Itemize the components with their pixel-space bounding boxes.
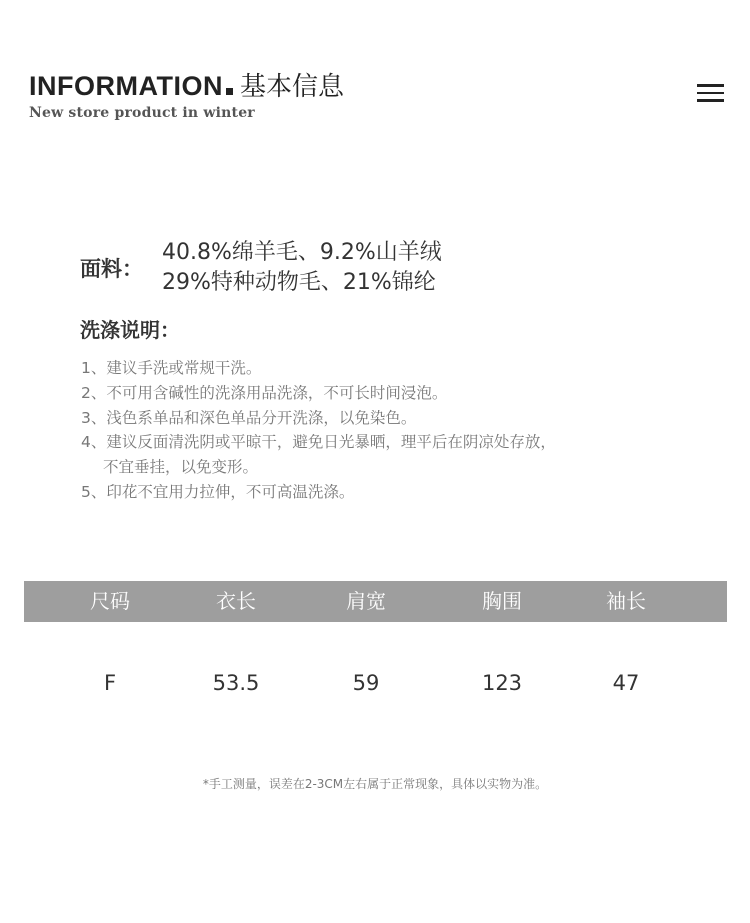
header-cell-size: 尺码 bbox=[90, 589, 130, 613]
hamburger-menu-icon[interactable] bbox=[697, 84, 724, 102]
wash-item: 5、印花不宜用力拉伸，不可高温洗涤。 bbox=[81, 482, 355, 501]
menu-bar-bottom bbox=[697, 99, 724, 102]
table-cell-shoulder: 59 bbox=[352, 671, 380, 695]
header-cell-sleeve: 袖长 bbox=[606, 589, 646, 613]
size-table-header bbox=[24, 581, 727, 622]
fabric-line-1: 40.8%绵羊毛、9.2%山羊绒 bbox=[162, 240, 442, 265]
wash-item: 3、浅色系单品和深色单品分开洗涤，以免染色。 bbox=[81, 408, 417, 427]
title-row bbox=[29, 66, 344, 103]
table-cell-size: F bbox=[103, 671, 117, 695]
measurement-note: *手工测量，误差在2-3CM左右属于正常现象，具体以实物为准。 bbox=[202, 777, 548, 791]
fabric-section bbox=[80, 238, 442, 298]
header-cell-length: 衣长 bbox=[216, 589, 256, 613]
wash-item: 1、建议手洗或常规干洗。 bbox=[81, 359, 262, 377]
subtitle: New store product in winter bbox=[29, 105, 255, 121]
table-cell-sleeve: 47 bbox=[612, 671, 640, 695]
fabric-label: 面料： bbox=[80, 257, 143, 281]
menu-bar-middle bbox=[697, 92, 724, 95]
wash-instructions-list bbox=[81, 356, 556, 505]
title-en: INFORMATION bbox=[29, 71, 223, 101]
table-cell-length: 53.5 bbox=[212, 671, 260, 695]
header-cell-bust: 胸围 bbox=[482, 589, 522, 613]
fabric-composition bbox=[162, 238, 442, 298]
table-row bbox=[24, 652, 727, 714]
size-table bbox=[24, 581, 727, 714]
wash-title: 洗涤说明： bbox=[80, 318, 180, 342]
title-cn: 基本信息 bbox=[239, 72, 344, 102]
wash-item: 4、建议反面清洗阴或平晾干，避免日光暴晒，理平后在阴凉处存放， bbox=[81, 433, 556, 452]
wash-item: 2、不可用含碱性的洗涤用品洗涤，不可长时间浸泡。 bbox=[81, 383, 448, 402]
header bbox=[29, 66, 344, 121]
header-cell-shoulder: 肩宽 bbox=[346, 589, 386, 613]
title-dot bbox=[226, 88, 233, 95]
table-cell-bust: 123 bbox=[481, 671, 523, 695]
fabric-line-2: 29%特种动物毛、21%锦纶 bbox=[162, 270, 436, 295]
menu-bar-top bbox=[697, 84, 724, 87]
wash-item-continued: 不宜垂挂，以免变形。 bbox=[103, 458, 259, 477]
